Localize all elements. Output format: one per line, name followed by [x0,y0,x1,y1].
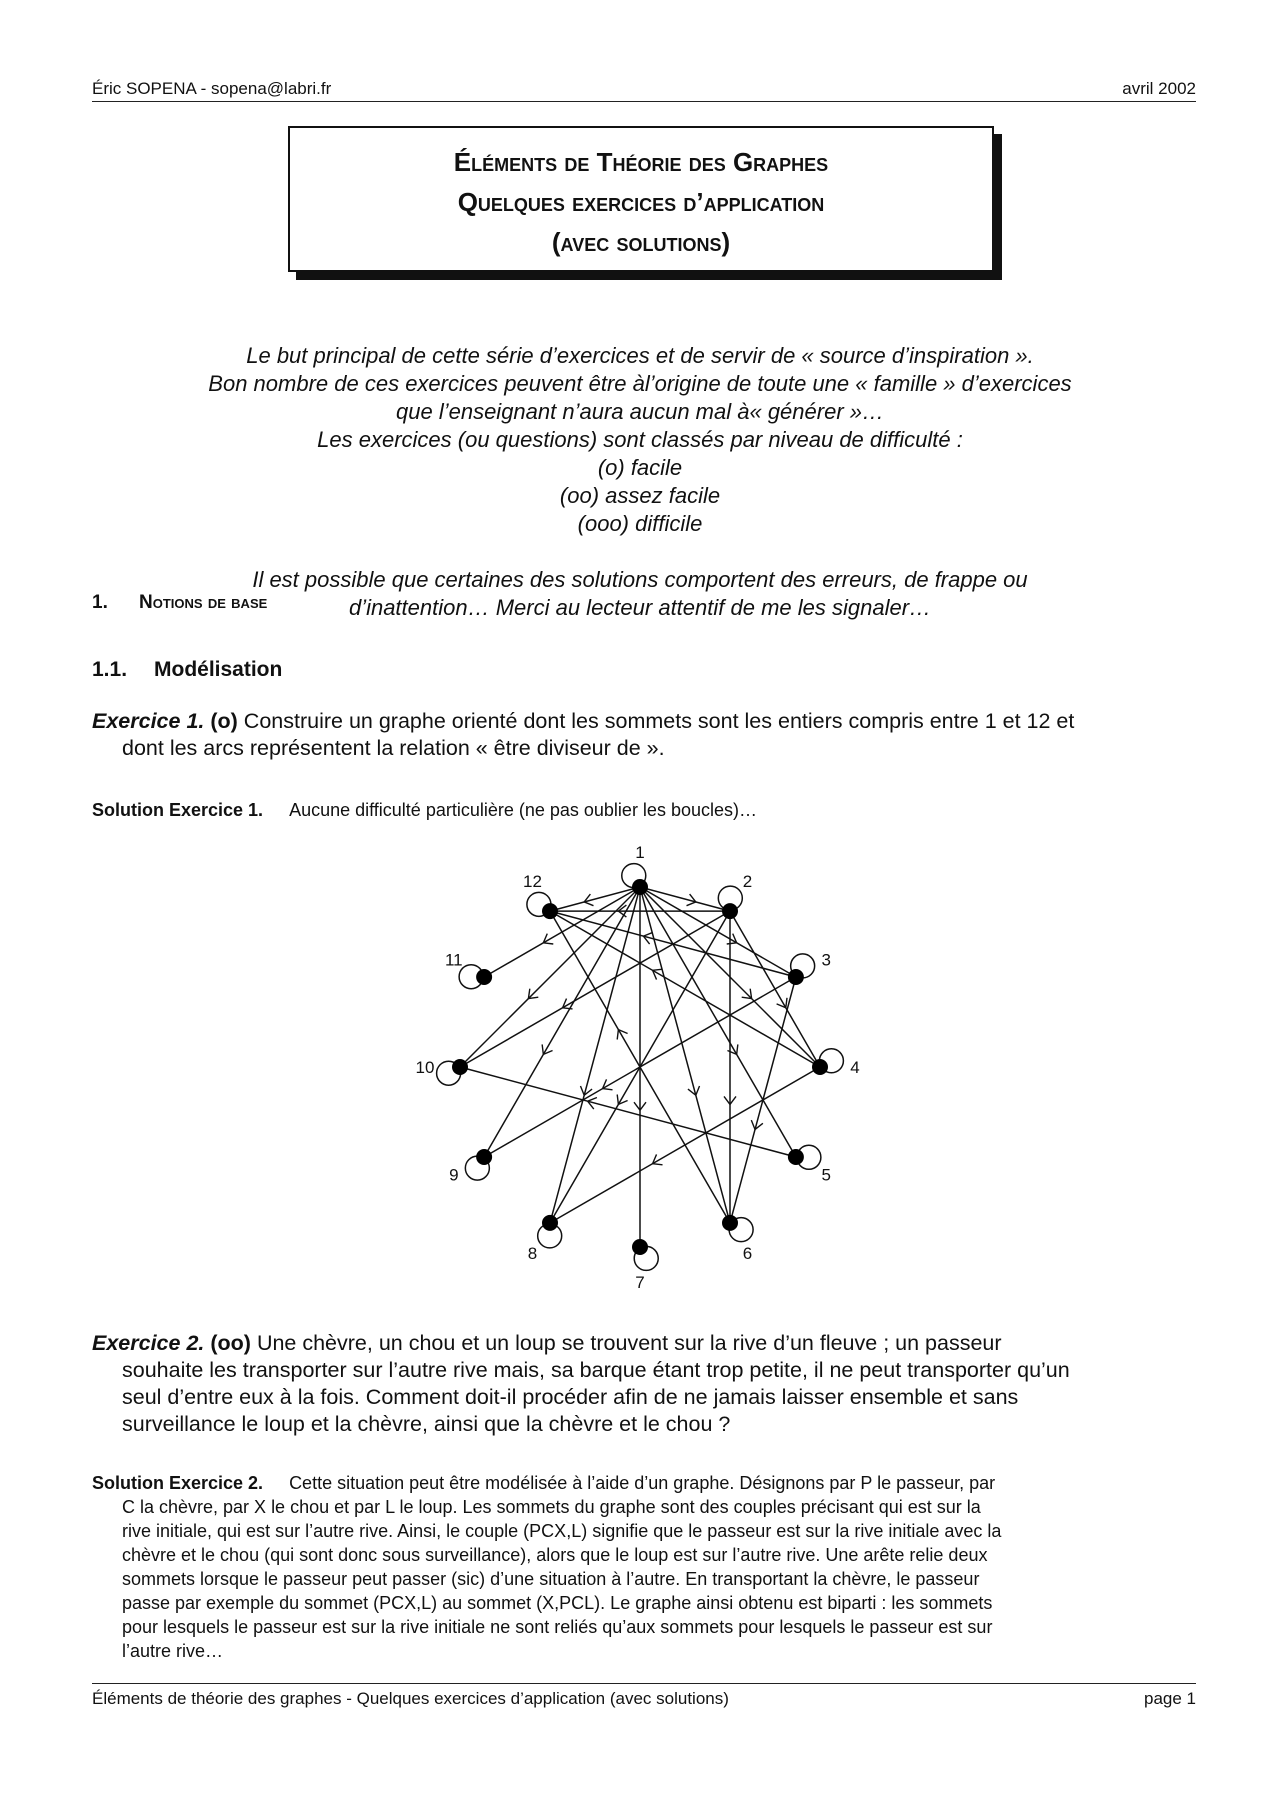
solution-2-text-line-7: pour lesquels le passeur est sur la rive initiale ne sont reliés qu’aux sommets pour lesquels le passeur est sur [122,1617,993,1637]
exercise-2-level: (oo) [210,1331,251,1355]
vertex-2 [722,903,738,919]
section-number: 1. [92,592,108,613]
level-hard: (ooo) difficile [577,511,703,536]
intro-line-1: Le but principal de cette série d’exercices et de servir de « source d’inspiration ». [246,343,1034,368]
graph-edges [460,887,820,1247]
header-rule [92,101,1196,102]
solution-1-label: Solution Exercice 1. [92,800,264,820]
vertex-label-2: 2 [742,871,753,891]
solution-2-text-line-1: Cette situation peut être modélisée à l’aide d’un graphe. Désignons par P le passeur, par [289,1473,996,1493]
title-line-1: Éléments de Théorie des Graphes [453,147,829,177]
solution-1-text: Aucune difficulté particulière (ne pas oublier les boucles)… [289,800,757,820]
edge-arrow-2-8 [617,1094,627,1104]
section-heading [92,592,267,614]
title-line-3: (avec solutions) [551,227,731,257]
header-date: avril 2002 [1122,79,1196,98]
edge-4-12 [550,911,820,1067]
exercise-1-text-line-1: Construire un graphe orienté dont les sommets sont les entiers compris entre 1 et 12 et [243,709,1075,733]
solution-2-text-line-6: passe par exemple du sommet (PCX,L) au sommet (X,PCL). Le graphe ainsi obtenu est biparti : les sommets [122,1593,993,1613]
vertex-label-3: 3 [821,950,831,970]
edge-1-12 [550,887,640,911]
vertex-label-5: 5 [821,1165,831,1185]
exercise-1-text-line-2: dont les arcs représentent la relation « être diviseur de ». [122,736,665,760]
solution-2 [92,1471,1196,1663]
vertex-11 [476,969,492,985]
level-fairly-easy: (oo) assez facile [559,483,721,508]
footer-title: Éléments de théorie des graphes - Quelques exercices d’application (avec solutions) [92,1689,729,1708]
exercise-1 [92,708,1196,762]
solution-2-text-line-8: l’autre rive… [122,1641,224,1661]
edge-1-2 [640,887,730,911]
divisibility-graph [380,832,900,1302]
vertex-10 [452,1059,468,1075]
edge-arrow-6-12 [617,1030,627,1040]
section-title: Notions de base [139,592,268,613]
vertex-9 [476,1149,492,1165]
edge-arrow-3-9 [603,1079,613,1089]
edge-arrow-1-5 [727,1044,737,1054]
edge-arrow-1-3 [727,934,737,944]
solution-2-text-line-3: rive initiale, qui est sur l’autre rive. Ainsi, le couple (PCX,L) signifie que le passeur est sur la rive initiale avec la [122,1521,1002,1541]
solution-1 [92,798,1196,822]
solution-2-text-line-5: sommets lorsque le passeur peut passer (sic) d’une situation à l’autre. En transportant la chèvre, le passeur [122,1569,980,1589]
edge-arrow-4-8 [653,1154,663,1164]
footer-rule [92,1683,1196,1684]
subsection-heading [92,658,282,682]
subsection-title: Modélisation [154,658,283,681]
edge-arrow-4-12 [653,969,663,979]
edge-1-9 [484,887,640,1157]
edge-arrow-2-4 [777,998,787,1008]
vertex-label-8: 8 [527,1244,538,1264]
edge-arrow-1-11 [543,934,553,944]
exercise-1-level: (o) [210,709,238,733]
intro-note-2: d’inattention… Merci au lecteur attentif de me les signaler… [348,595,932,620]
header-author: Éric SOPENA - sopena@labri.fr [92,79,332,98]
vertex-3 [788,969,804,985]
exercise-2 [92,1330,1196,1438]
difficulty-levels [0,454,1280,538]
level-easy: (o) facile [597,455,683,480]
exercise-1-label: Exercice 1. [92,709,205,733]
intro-note-1: Il est possible que certaines des solutions comportent des erreurs, de frappe ou [252,567,1028,592]
vertex-label-12: 12 [523,871,542,891]
intro-line-4: Les exercices (ou questions) sont classés par niveau de difficulté : [317,427,963,452]
exercise-2-text-line-4: surveillance le loup et la chèvre, ainsi que la chèvre et le chou ? [122,1412,731,1436]
vertex-1 [632,879,648,895]
vertex-label-6: 6 [742,1244,753,1264]
vertex-label-1: 1 [635,843,645,862]
footer-page-number: page 1 [1144,1689,1196,1708]
vertex-4 [812,1059,828,1075]
vertex-label-4: 4 [850,1058,860,1077]
subsection-number: 1.1. [92,658,128,681]
intro-line-3: que l’enseignant n’aura aucun mal à« générer »… [396,399,884,424]
vertex-label-11: 11 [444,950,463,970]
vertex-label-7: 7 [635,1273,645,1292]
solution-2-text-line-2: C la chèvre, par X le chou et par L le loup. Les sommets du graphe sont des couples précisant qui est sur la [122,1497,981,1517]
title-box [288,126,994,272]
exercise-2-text-line-1: Une chèvre, un chou et un loup se trouvent sur la rive d’un fleuve ; un passeur [256,1331,1002,1355]
solution-2-text-line-4: chèvre et le chou (qui sont donc sous surveillance), alors que le loup est sur l’autre rive. Une arête relie deux [122,1545,988,1565]
vertex-7 [632,1239,648,1255]
intro-line-2: Bon nombre de ces exercices peuvent être àl’origine de toute une « famille » d’exercices [208,371,1072,396]
vertex-6 [722,1215,738,1231]
exercise-2-text-line-3: seul d’entre eux à la fois. Comment doit-il procéder afin de ne jamais laisser ensemble et sans [122,1385,1019,1409]
vertex-5 [788,1149,804,1165]
vertex-label-9: 9 [449,1165,459,1185]
exercise-2-text-line-2: souhaite les transporter sur l’autre rive mais, sa barque étant trop petite, il ne peut transporter qu’un [122,1358,1070,1382]
edge-arrow-1-9 [542,1044,552,1054]
solution-2-label: Solution Exercice 2. [92,1473,264,1493]
vertex-8 [542,1215,558,1231]
vertex-12 [542,903,558,919]
title-line-2: Quelques exercices d’application [457,187,825,217]
vertex-label-10: 10 [415,1058,435,1077]
intro [0,342,1280,622]
exercise-2-label: Exercice 2. [92,1331,205,1355]
